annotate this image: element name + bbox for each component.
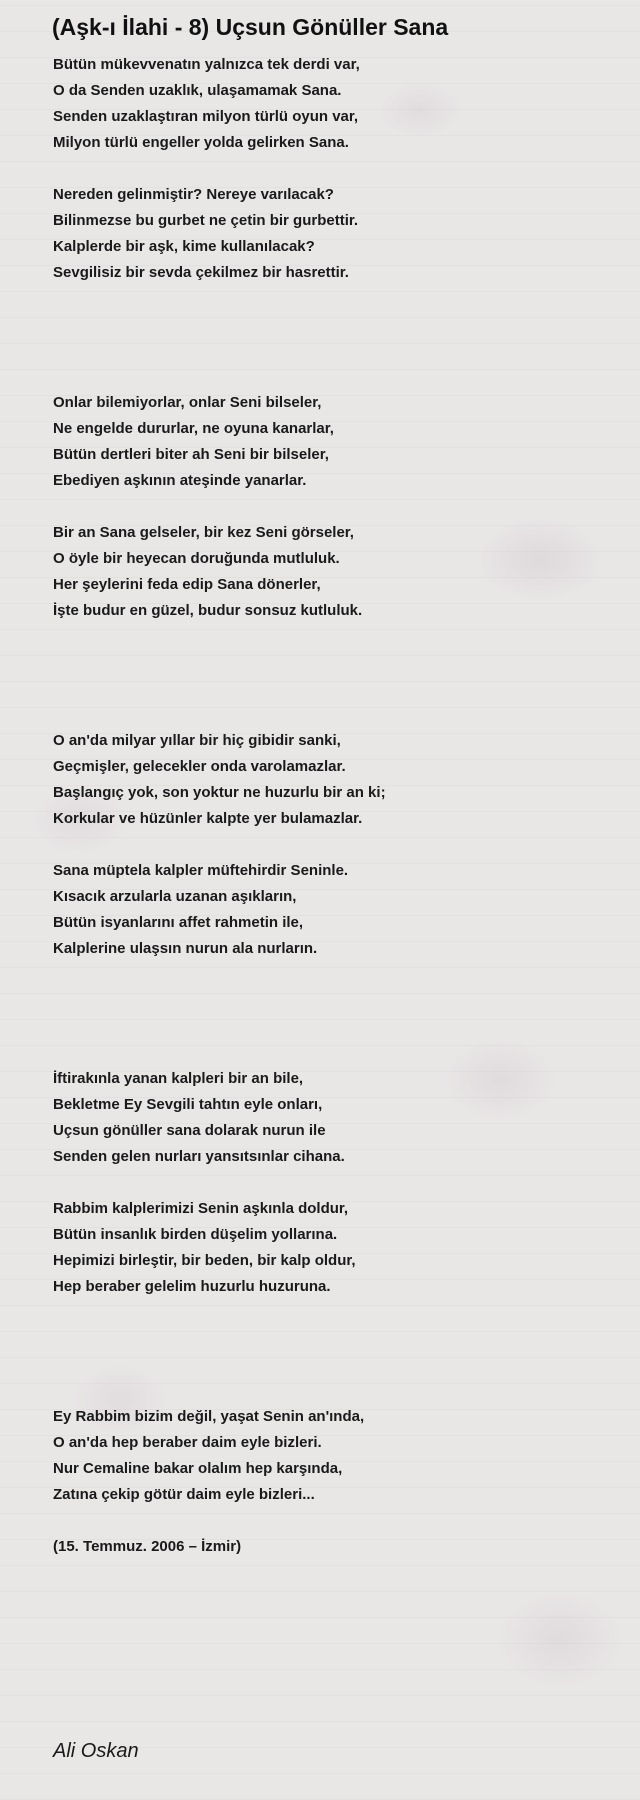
stanza — [53, 182, 613, 286]
section-gap — [53, 1300, 613, 1404]
author-name: Ali Oskan — [53, 1740, 139, 1762]
poem-line: Bekletme Ey Sevgili tahtın eyle onları, — [53, 1096, 323, 1113]
stanza — [53, 390, 613, 494]
poem-line: O an'da hep beraber daim eyle bizleri. — [53, 1434, 322, 1451]
poem-line: Senden gelen nurları yansıtsınlar cihana. — [53, 1148, 345, 1165]
poem-line: Kalplerine ulaşsın nurun ala nurların. — [53, 940, 318, 957]
poem-line: Korkular ve hüzünler kalpte yer bulamazlar. — [53, 810, 363, 827]
poem-line: Bütün isyanlarını affet rahmetin ile, — [53, 914, 304, 931]
poem-line: Milyon türlü engeller yolda gelirken Sana. — [53, 134, 349, 151]
stanza — [53, 520, 613, 624]
poem-line: Bütün insanlık birden düşelim yollarına. — [53, 1226, 338, 1243]
poem-line: Nur Cemaline bakar olalım hep karşında, — [53, 1460, 343, 1477]
poem-line: Ne engelde dururlar, ne oyuna kanarlar, — [53, 420, 334, 437]
poem-line: Kalplerde bir aşk, kime kullanılacak? — [53, 238, 315, 255]
poem-section — [53, 728, 613, 962]
section-gap — [53, 962, 613, 1066]
stanza-gap — [53, 1508, 613, 1534]
stanza — [53, 1404, 613, 1508]
poem-line: Kısacık arzularla uzanan aşıkların, — [53, 888, 297, 905]
poem-line: İftirakınla yanan kalpleri bir an bile, — [53, 1070, 304, 1087]
stanza — [53, 1066, 613, 1170]
poem-body — [53, 52, 613, 1560]
poem-title: (Aşk-ı İlahi - 8) Uçsun Gönüller Sana — [52, 14, 449, 40]
poem-section — [53, 1066, 613, 1300]
stanza — [53, 858, 613, 962]
poem-section — [53, 1404, 613, 1560]
poem-line: Geçmişler, gelecekler onda varolamazlar. — [53, 758, 346, 775]
stanza-gap — [53, 494, 613, 520]
poem-line: O an'da milyar yıllar bir hiç gibidir sanki, — [53, 732, 341, 749]
poem-section — [53, 52, 613, 286]
poem-line: Bütün dertleri biter ah Seni bir bilseler, — [53, 446, 329, 463]
poem-line: Sana müptela kalpler müftehirdir Seninle. — [53, 862, 349, 879]
poem-line: Hep beraber gelelim huzurlu huzuruna. — [53, 1278, 331, 1295]
poem-line: Ey Rabbim bizim değil, yaşat Senin an'ında, — [53, 1408, 365, 1425]
stanza — [53, 52, 613, 156]
poem-line: Nereden gelinmiştir? Nereye varılacak? — [53, 186, 334, 203]
stanza-gap — [53, 832, 613, 858]
poem-line: Hepimizi birleştir, bir beden, bir kalp oldur, — [53, 1252, 356, 1269]
poem-line: Ebediyen aşkının ateşinde yanarlar. — [53, 472, 307, 489]
poem-line: Bir an Sana gelseler, bir kez Seni görseler, — [53, 524, 354, 541]
poem-line: Her şeylerini feda edip Sana dönerler, — [53, 576, 321, 593]
poem-line: Başlangıç yok, son yoktur ne huzurlu bir an ki; — [53, 784, 386, 801]
poem-line: Rabbim kalplerimizi Senin aşkınla doldur, — [53, 1200, 349, 1217]
poem-line: O öyle bir heyecan doruğunda mutluluk. — [53, 550, 340, 567]
poem-line: Zatına çekip götür daim eyle bizleri... — [53, 1486, 315, 1503]
poem-line: Bilinmezse bu gurbet ne çetin bir gurbettir. — [53, 212, 359, 229]
poem-line: Uçsun gönüller sana dolarak nurun ile — [53, 1122, 326, 1139]
stanza — [53, 1196, 613, 1300]
poem-section — [53, 390, 613, 624]
stanza-gap — [53, 156, 613, 182]
poem-line: İşte budur en güzel, budur sonsuz kutluluk. — [53, 602, 363, 619]
poem-line: Sevgilisiz bir sevda çekilmez bir hasrettir. — [53, 264, 349, 281]
stanza — [53, 728, 613, 832]
poem-line: Bütün mükevvenatın yalnızca tek derdi var, — [53, 56, 360, 73]
poem-date: (15. Temmuz. 2006 – İzmir) — [53, 1538, 242, 1555]
section-gap — [53, 286, 613, 390]
poem-line: Onlar bilemiyorlar, onlar Seni bilseler, — [53, 394, 322, 411]
section-gap — [53, 624, 613, 728]
poem-line: Senden uzaklaştıran milyon türlü oyun var, — [53, 108, 359, 125]
poem-line: O da Senden uzaklık, ulaşamamak Sana. — [53, 82, 342, 99]
stanza-gap — [53, 1170, 613, 1196]
